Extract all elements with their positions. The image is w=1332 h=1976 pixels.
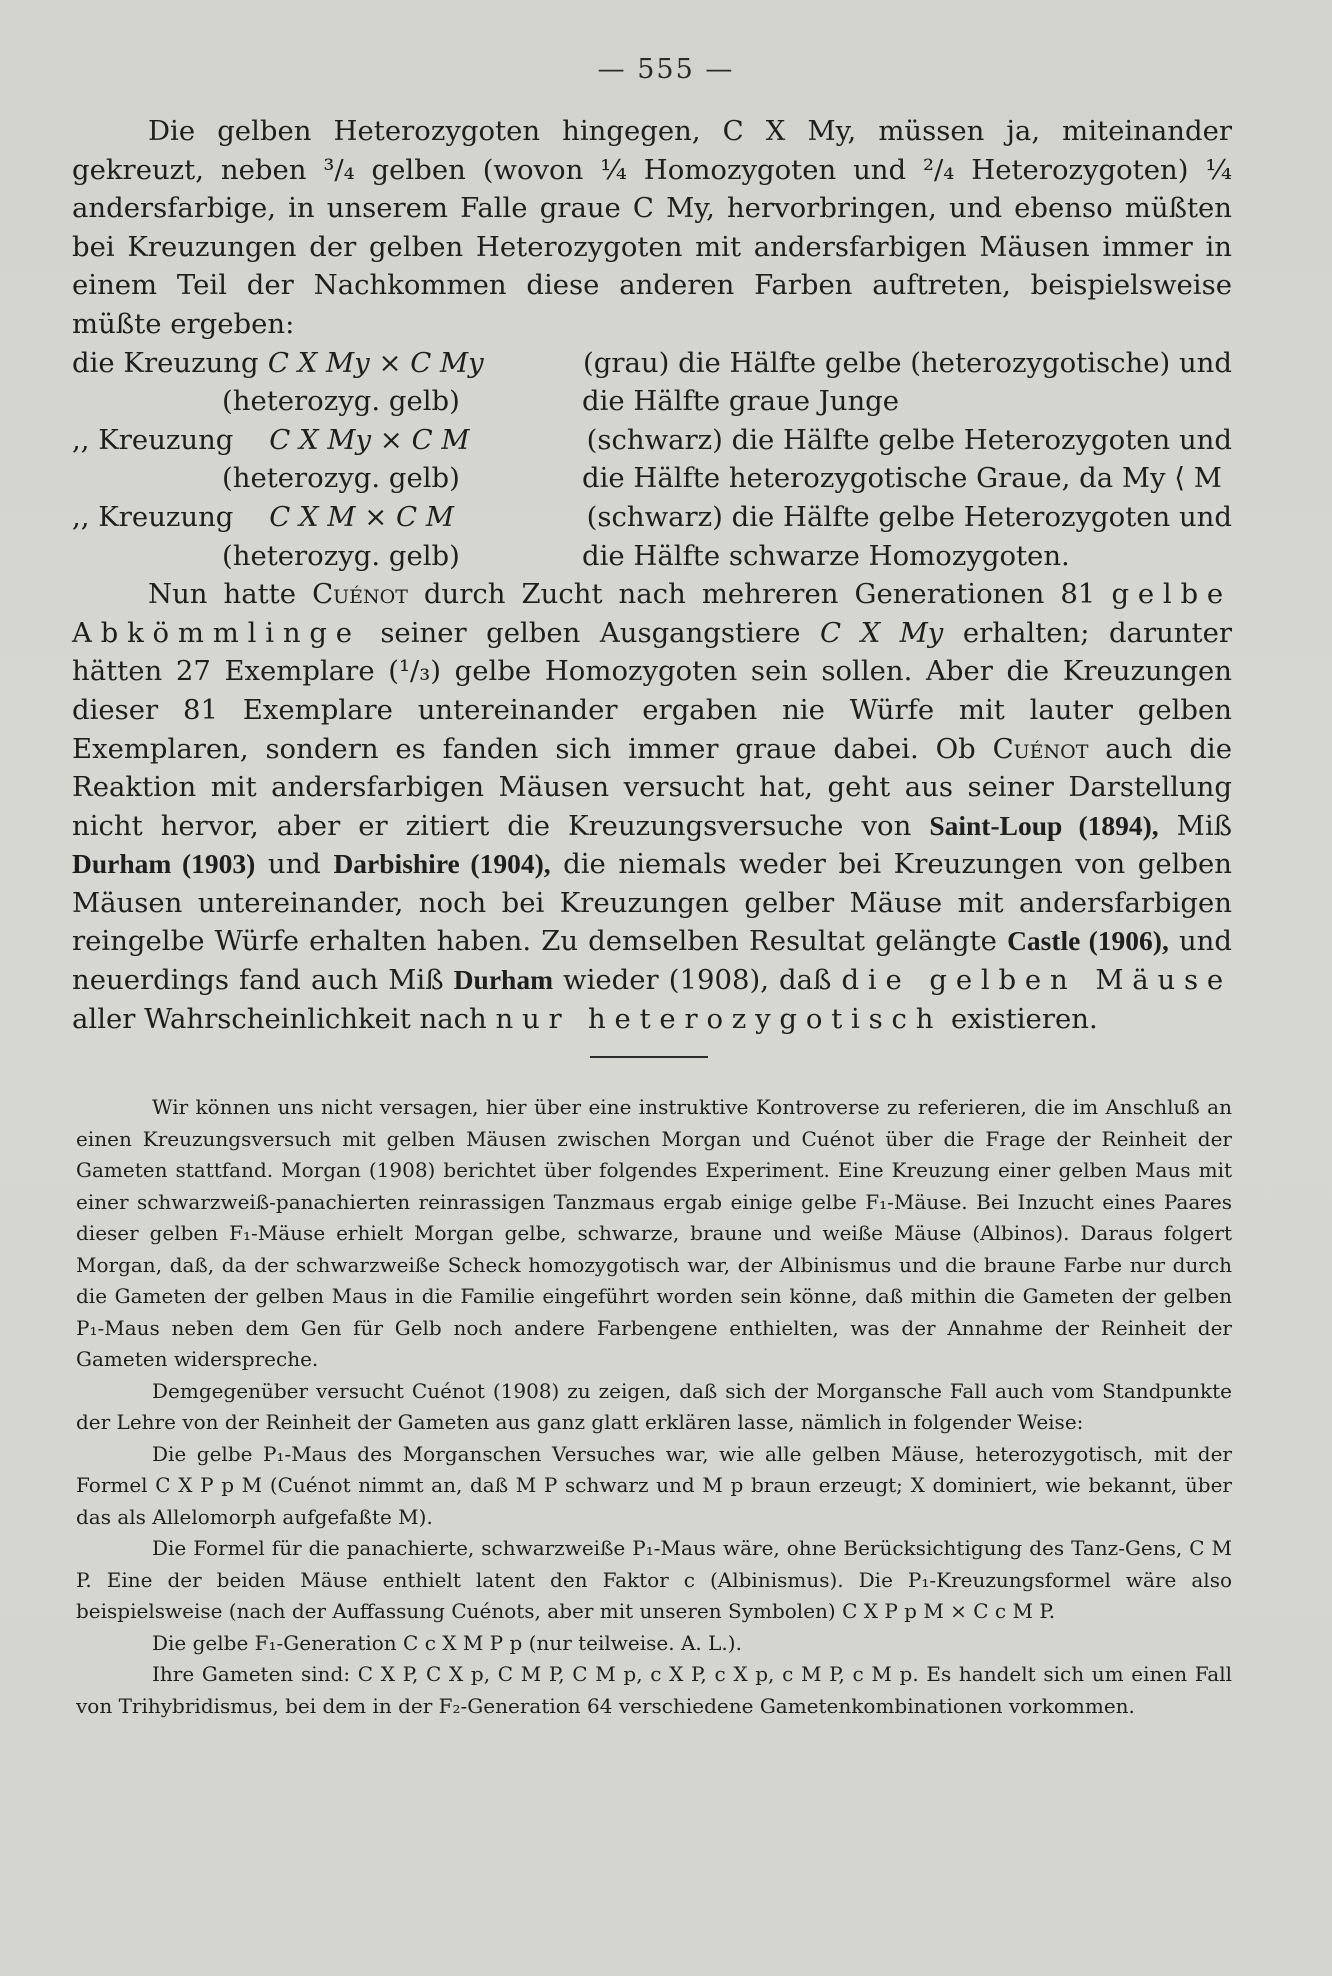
note-paragraph: Die gelbe P₁-Maus des Morganschen Versuches war, wie alle gelben Mäuse, heterozygotisch, mit der Formel C X P p M (Cuénot nimmt an, daß M P schwarz und M p braun erzeugt; X dominiert, wie bekannt, über das als Allelomorph aufgefaßte M). (76, 1441, 1232, 1529)
citation: Darbishire (1904), (333, 848, 551, 880)
cross-result-cont: die Hälfte graue Junge (582, 385, 900, 418)
paragraph-2: Nun hatte Cuénot durch Zucht nach mehreren Generationen 81 gelbe Abkömmlinge seiner gelben Ausgangstiere C X My erhalten; darunter hätten 27 Exemplare (¹/₃) gelbe Homozygoten sein sollen. Aber die Kreuzungen dieser 81 Exemplare untereinander ergaben nie Würfe mit lauter gelben Exemplaren, sondern es fanden sich immer graue dabei. Ob Cuénot auch die Reaktion mit andersfarbigen Mäusen versucht hat, geht aus seiner Darstellung nicht hervor, aber er zitiert die Kreuzungsversuche von Saint-Loup (1894), Miß Durham (1903) und Darbishire (1904), die niemals weder bei Kreuzungen von gelben Mäusen untereinander, noch bei Kreuzungen gelber Mäuse mit andersfarbigen reingelbe Würfe erhalten haben. Zu demselben Resultat gelängte Castle (1906), und neuerdings fand auch Miß Durham wieder (1908), daß die gelben Mäuse aller Wahrscheinlichkeit nach nur heterozygotisch existieren. (72, 578, 1233, 1035)
cross-item (72, 421, 1232, 498)
note-paragraph: Die gelbe F₁-Generation C c X M P p (nur teilweise. A. L.). (152, 1630, 742, 1655)
cross-list (72, 344, 1232, 576)
formula: C X My (820, 616, 944, 649)
cross-parent-note: (heterozyg. gelb) (222, 539, 460, 572)
citation: Castle (1906), (1007, 925, 1169, 957)
separator-rule (590, 1056, 708, 1058)
cross-result: (schwarz) die Hälfte gelbe Heterozygoten und (586, 500, 1232, 533)
cross-formula: C X M × C M (269, 500, 454, 533)
footnote-block (76, 1092, 1232, 1722)
citation: Durham (1903) (72, 848, 256, 880)
cross-item (72, 344, 1232, 421)
cross-result-cont: die Hälfte heterozygotische Graue, da My ⟨ M (582, 462, 1222, 495)
spaced-emphasis: nur heterozygotisch (495, 1002, 943, 1035)
cross-result: (schwarz) die Hälfte gelbe Heterozygoten und (586, 423, 1232, 456)
page-number: — 555 — (597, 54, 735, 85)
cross-label: ,, Kreuzung (72, 423, 234, 456)
citation: Saint-Loup (1894), (929, 809, 1159, 841)
cross-formula: C X My × C My (267, 346, 484, 379)
cross-formula: C X My × C M (269, 423, 470, 456)
citation: Durham (453, 964, 553, 996)
note-paragraph: Die Formel für die panachierte, schwarzweiße P₁-Maus wäre, ohne Berücksichtigung des Tanz-Gens, C M P. Eine der beiden Mäuse enthielt latent den Faktor c (Albinismus). Die P₁-Kreuzungsformel wäre also beispielsweise (nach der Auffassung Cuénots, aber mit unseren Symbolen) C X P p M × C c M P. (76, 1536, 1232, 1623)
cross-parent-note: (heterozyg. gelb) (222, 462, 460, 495)
spaced-emphasis: die gelben Mäuse (841, 964, 1233, 997)
note-paragraph: Ihre Gameten sind: C X P, C X p, C M P, C M p, c X P, c X p, c M P, c M p. Es handelt sich um einen Fall von Trihybridismus, bei dem in der F₂-Generation 64 verschiedene Gametenkombinationen vorkommen. (76, 1662, 1232, 1718)
cross-item (72, 498, 1232, 575)
cross-label: ,, Kreuzung (72, 500, 234, 533)
main-text (72, 112, 1232, 1038)
paragraph-1: Die gelben Heterozygoten hingegen, C X My, müssen ja, miteinander gekreuzt, neben ³/₄ gelben (wovon ¼ Homozygoten und ²/₄ Heterozygoten) ¼ andersfarbige, in unserem Falle graue C My, hervorbringen, und ebenso müßten bei Kreuzungen der gelben Heterozygoten mit andersfarbigen Mäusen immer in einem Teil der Nachkommen diese anderen Farben auftreten, beispielsweise müßte ergeben: (72, 115, 1232, 340)
author-name: Cuénot (312, 578, 408, 611)
note-paragraph: Wir können uns nicht versagen, hier über eine instruktive Kontroverse zu referieren, die im Anschluß an einen Kreuzungsversuch mit gelben Mäusen zwischen Morgan und Cuénot über die Frage der Reinheit der Gameten stattfand. Morgan (1908) berichtet über folgendes Experiment. Eine Kreuzung einer gelben Maus mit einer schwarzweiß-panachierten reinrassigen Tanzmaus ergab einige gelbe F₁-Mäuse. Bei Inzucht eines Paares dieser gelben F₁-Mäuse erhielt Morgan gelbe, schwarze, braune und weiße Mäuse (Albinos). Daraus folgert Morgan, daß, da der schwarzweiße Scheck homozygotisch war, der Albinismus und die braune Farbe nur durch die Gameten der gelben Maus in die Familie eingeführt worden sein könne, daß mithin die Gameten der gelben P₁-Maus neben dem Gen für Gelb noch andere Farbengene enthielten, was der Annahme der Reinheit der Gameten widerspreche. (76, 1095, 1232, 1371)
cross-parent-note: (heterozyg. gelb) (222, 385, 460, 418)
cross-label: die Kreuzung (72, 346, 259, 379)
cross-result-cont: die Hälfte schwarze Homozygoten. (582, 539, 1070, 572)
author-name: Cuénot (992, 732, 1089, 765)
cross-result: (grau) die Hälfte gelbe (heterozygotische) und (583, 346, 1232, 379)
note-paragraph: Demgegenüber versucht Cuénot (1908) zu zeigen, daß sich der Morgansche Fall auch vom Standpunkte der Lehre von der Reinheit der Gameten aus ganz glatt erklären lasse, nämlich in folgender Weise: (76, 1378, 1232, 1434)
spaced-emphasis: gelbe Abkömmlinge (72, 578, 1232, 649)
